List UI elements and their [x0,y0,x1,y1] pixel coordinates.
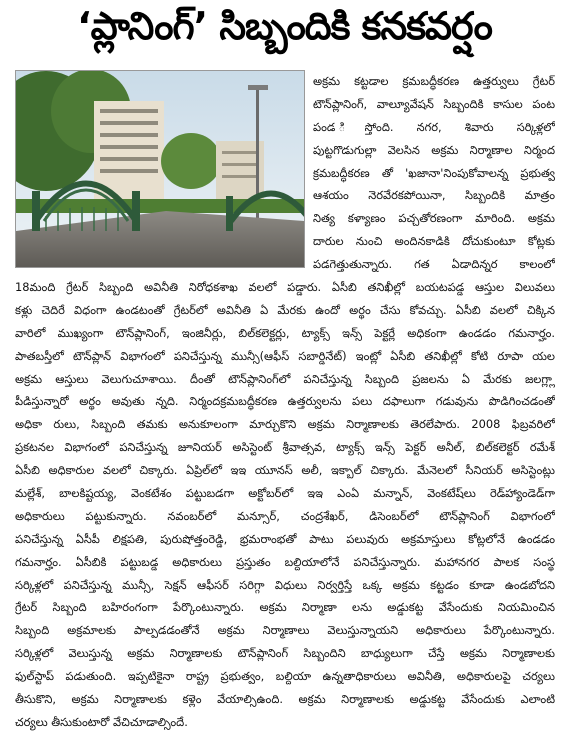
article-line: క్రమబద్ధీకరణ తో 'ఖజానా'నింపుకోవాలన్న ప్రభుత్వ [313,165,555,180]
article-body [15,70,555,734]
article-line: అక్రమ కట్టడాల క్రమబద్ధీకరణ ఉత్తర్వులు గ్రేటర్ [313,74,555,88]
article-line: పాతబస్తీలో టౌన్‌ప్లాన్ విభాగంలో పనిచేస్తున్న మున్సీ(ఆఫీస్ సబార్డినేట్) ఇంట్లో ఏసీబి తనిఖీల్లో కోటి రూపా యల [15,348,555,363]
article-line: ప్రకటనల విభాగంలో పనిచేస్తున్న జూనియర్ అసిస్టెంట్ శ్రీవాత్సవ, ట్యాక్స్ ఇన్స్ పెక్టర్ అనీల్, బిల్‌కలెక్టర్ రమేశ్ [15,440,555,455]
article-line: పడగెత్తుతున్నారు. గత ఏడాదిన్నర కాలంలో [313,257,555,272]
article-line: కళ్లు చెదిరే విధంగా ఉండటంతో గ్రేటర్‌లో అవినీతి ఏ మేరకు ఉందో అర్థం చేసు కోవచ్చు. ఏసీబి వలలో చిక్కిన [15,302,555,317]
article-line: దారుల నుంచి అందినకాడికి దోచుకుంటూ కోట్లకు [313,234,555,249]
article-line: తీసుకొని, అక్రమ నిర్మాణాలకు కళ్లెం వేయాల్సిఉంది. అక్రమ నిర్మాణాలకు అడ్డుకట్ట వేసేందుకు ఎలాంటి [15,692,555,707]
article-line: గ్రేటర్ సిబ్బంది బహిరంగంగా పేర్కొంటున్నారు. అక్రమ నిర్మాణా లను అడ్డుకట్ట వేసేందుకు నియమించిన [15,600,555,615]
article-line: అధికా రులు, సిబ్బంది తమకు అనుకూలంగా మార్చుకొని అక్రమ నిర్మాణాలకు తెరలేపారు. 2008 ఫిబ్రవరిలో [15,417,555,432]
article-line: టౌన్‌ప్లానింగ్, వాల్యూవేషన్ సిబ్బందికి కాసుల పంట [313,96,555,111]
article-line: గమనార్హం. ఏసీబికి పట్టుబడ్డ అధికారులు ప్రస్తుతం బల్దియాలోనే పనిచేస్తున్నారు. మహానగర పాలక సంస్థ [15,554,555,569]
article-line: అక్రమ ఆస్తులు వెలుగుచూశాయి. దీంతో టౌన్‌ప్లానింగ్‌లో పనిచేస్తున్న సిబ్బంది ప్రజలను ఏ మేరకు జలగ్ల్లా [15,371,555,386]
article-line: సర్కిళ్లలో పనిచేస్తున్న మున్సీ, సెక్షన్ ఆఫీసర్ సరిగ్గా విధులు నిర్వర్తిస్తే ఒక్క అక్రమ కట్టడం కూడా ఉండబోదని [15,577,555,592]
article-line: చర్యలు తీసుకుంటారో వేచిచూడాల్సిందే. [15,714,188,729]
article-line: వారిలో ముఖ్యంగా టౌన్‌ప్లానింగ్, ఇంజినీర్లు, బిల్‌కలెక్టర్లు, ట్యాక్స్ ఇన్స్ పెక్టర్లే అధికంగా ఉండడం గమనార్హం. [15,325,555,340]
article-line: పీడిస్తున్నారో అర్థం అవుతు న్నది. నిర్మందక్రమబద్ధీకరణ ఉత్తర్వులను పలు దఫాలుగా గడువును పొడిగించడంతో [15,394,555,409]
article-line: నిత్య కళ్యాణం పచ్చతోరణంగా మారింది. అక్రమ [313,211,555,226]
article-line: 18మంది గ్రేటర్ సిబ్బంది అవినీతి నిరోధకశాఖ వలలో పడ్డారు. ఏసీబి తనిఖీల్లో బయటపడ్డ ఆస్తుల విలువలు [15,280,555,295]
article-line: ఏసీబి అధికారుల వలలో చిక్కారు. ఏప్రిల్‌లో ఇఇ యూనస్ అలీ, ఇక్బాల్ చిక్కారు. మేనెలలో సీనియర్ అసిస్టెంట్లు [15,463,555,478]
article-line: పనిచేస్తున్న ఏసీపీ లిక్షపతి, పురుషోత్తంరెడ్డి, భ్రమరాంభతో పాటు పలువురు అక్రమాస్తులు కోట్లలోనే ఉండడం [15,531,555,546]
article-line: మల్లేశ్, బాలకిష్టయ్య, వెంకటేశం పట్టుబడగా అక్టోబర్‌లో ఇఇ ఎంఏ మన్నాన్, వెంకటేష్‌లు రెడ్‌హ్యాండెడ్‌గా [15,486,555,501]
article-line: సిబ్బంది అక్రమాలకు పాల్పడడంతోనే అక్రమ నిర్మాణాలు వెలుస్తున్నాయని అధికారులు పేర్కొంటున్నారు. [15,623,555,638]
article-line: ఆశయం నెరవేరకపోయినా, సిబ్బందికి మాత్రం [313,188,555,203]
headline: ‘ప్లానింగ్’ సిబ్బందికి కనకవర్షం [77,4,492,48]
article-line: అధికారులు పట్టుకున్నారు. నవంబర్‌లో మన్సూర్, చంద్రశేఖర్, డిసెంబర్‌లో టౌన్‌ప్లానింగ్ విభాగంలో [15,508,555,523]
article-line: సర్కిళ్లలో వెలుస్తున్న అక్రమ నిర్మాణాలకు టౌన్‌ప్లానింగ్ సిబ్బందిని బాధ్యులుగా చేస్తే అక్రమ నిర్మాణాలకు [15,646,555,661]
article-line: పుట్టగొడుగుల్లా వెలసిన అక్రమ నిర్మాణాల నిర్మంద [313,142,555,157]
article-line: పండ ిస్తోంది. నగర, శివారు సర్కిళ్లలో [313,119,555,134]
article-line: ఫుల్‌స్టాప్ పడుతుంది. ఇప్పటికైనా రాష్ట్ర ప్రభుత్వం, బల్దియా ఉన్నతాధికారులు అవినీతి, అధికారులపై చర్యలు [15,669,555,684]
